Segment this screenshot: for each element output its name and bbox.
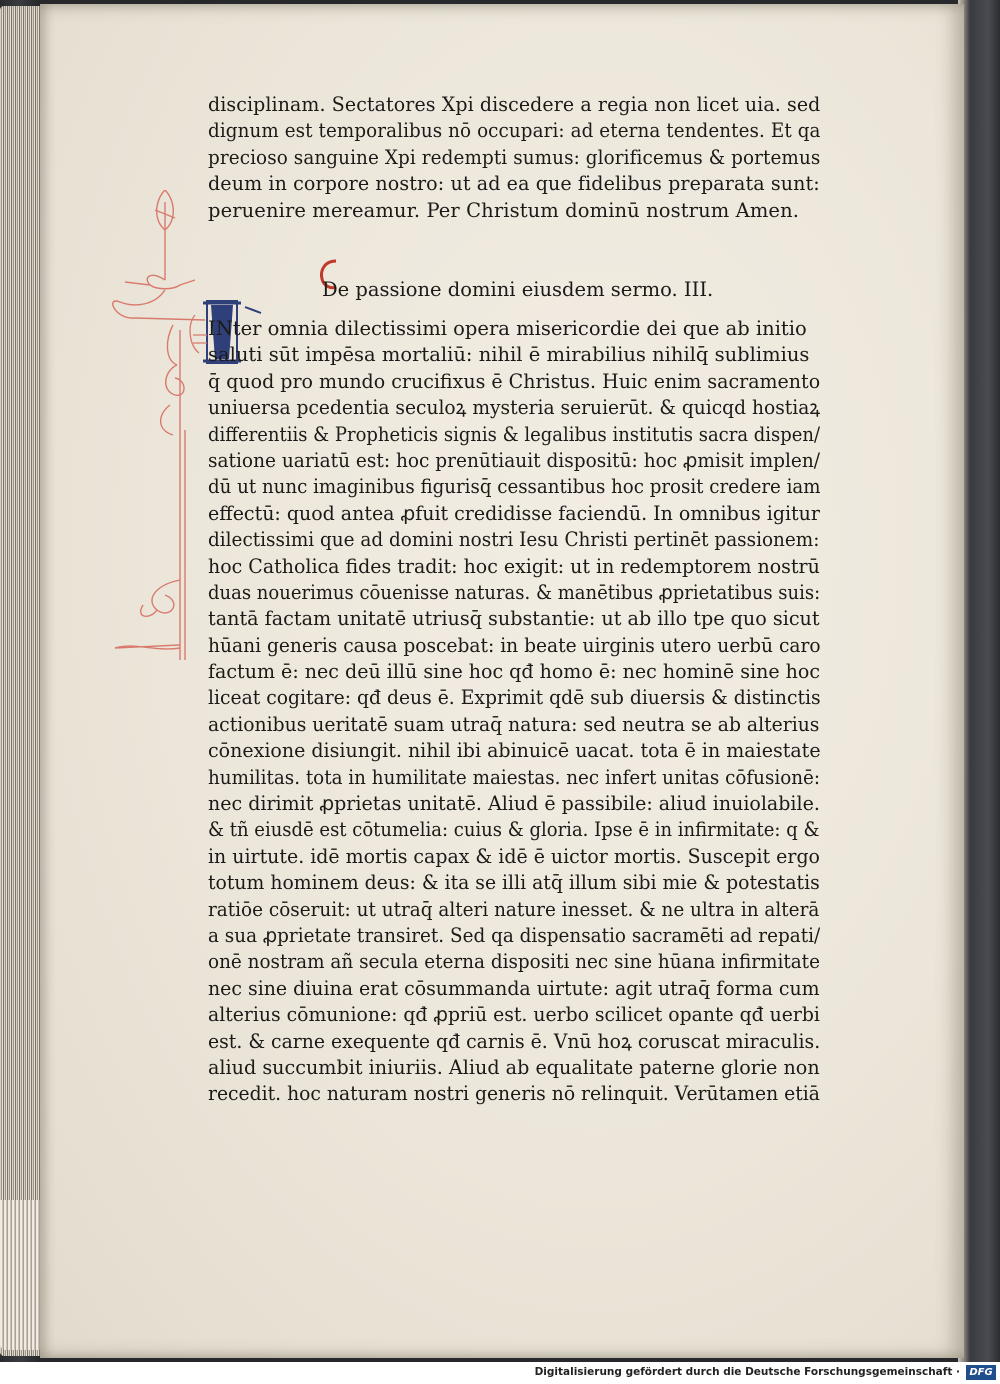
text-line: ratiōe cōseruit: ut utraq̄ alteri nature inesset. & ne ultra in alterā (208, 897, 820, 921)
text-line: differentiis & Propheticis signis & legalibus institutis sacra dispen/ (208, 422, 821, 446)
text-line: actionibus ueritatē suam utraq̄ natura: sed neutra se ab alterius (208, 712, 820, 736)
text-line: cōnexione disiungit. nihil ibi abinuicē uacat. tota ē in maiestate (208, 739, 821, 763)
text-line: dignum est temporalibus nō occupari: ad eterna tendentes. Et qa (208, 119, 821, 143)
text-line: hoc Catholica fides tradit: hoc exigit: ut in redemptorem nostrū (208, 554, 820, 578)
text-line: factum ē: nec deū illū sine hoc qđ homo ē: nec hominē sine hoc (208, 660, 821, 684)
text-line: satione uariatū est: hoc prenūtiauit dispositū: hoc ꝓmisit implen/ (208, 448, 821, 472)
marginal-flourish-decoration (95, 190, 215, 670)
text-line: recedit. hoc naturam nostri generis nō relinquit. Verūtamen etiā (208, 1082, 820, 1106)
text-line: in uirtute. idē mortis capax & idē ē uictor mortis. Suscepit ergo (208, 844, 820, 868)
text-line: liceat cogitare: qđ deus ē. Exprimit qdē sub diuersis & distinctis (208, 686, 821, 710)
text-line: nec sine diuina erat cōsummanda uirtute: agit utraq̄ forma cum (208, 976, 820, 1000)
text-line: & tñ eiusdē est cōtumelia: cuius & gloria. Ipse ē in infirmitate: q & (208, 818, 820, 842)
text-line: humilitas. tota in humilitate maiestas. nec infert unitas cōfusionē: (208, 765, 821, 789)
facing-page-edge (958, 0, 1000, 1362)
text-line: est. & carne exequente qđ carnis ē. Vnū hoꝝ coruscat miraculis. (208, 1029, 821, 1053)
text-line: tantā factam unitatē utriusq̄ substantie: ut ab illo tpe quo sicut (208, 607, 820, 631)
text-line: totum hominem deus: & ita se illi atq̄ illum sibi mie & potestatis (208, 871, 820, 895)
footer-credit: Digitalisierung gefördert durch die Deutsche Forschungsgemeinschaft · (534, 1366, 960, 1378)
sermon-heading: De passione domini eiusdem sermo. III. (322, 278, 714, 301)
text-line: alterius cōmunione: qđ ꝓpriū est. uerbo scilicet opante qđ uerbi (208, 1003, 820, 1027)
text-line: dilectissimi que ad domini nostri Iesu Christi pertinēt passionem: (208, 528, 820, 552)
text-line: onē nostram añ secula eterna dispositi nec sine hūana infirmitate (208, 950, 820, 974)
text-line: saluti sūt impēsa mortaliū: nihil ē mirabilius nihilq̄ sublimius (208, 343, 810, 367)
text-line: hūani generis causa poscebat: in beate uirginis utero uerbū caro (208, 633, 821, 657)
text-line: INter omnia dilectissimi opera misericordie dei que ab initio (208, 317, 807, 340)
text-line: q̄ quod pro mundo crucifixus ē Christus. Huic enim sacramento (208, 369, 821, 393)
text-line: uniuersa pcedentia seculoꝝ mysteria seruierūt. & quicqd hostiaꝝ (208, 396, 821, 420)
text-line: peruenire mereamur. Per Christum dominū nostrum Amen. (208, 198, 800, 222)
text-line: effectū: quod antea ꝓfuit credidisse faciendū. In omnibus igitur (208, 501, 820, 525)
text-line: disciplinam. Sectatores Xpi discedere a regia non licet uia. sed (208, 93, 821, 116)
text-line: precioso sanguine Xpi redempti sumus: glorificemus & portemus (208, 145, 821, 169)
preceding-sermon-ending (208, 92, 828, 224)
text-line: deum in corpore nostro: ut ad ea que fidelibus preparata sunt: (208, 172, 820, 196)
dfg-logo: DFG (966, 1365, 996, 1380)
text-line: dū ut nunc imaginibus figurisq̄ cessantibus hoc prosit credere iam (208, 475, 821, 499)
text-line: duas nouerimus cōuenisse naturas. & manētibus ꝓprietatibus suis: (208, 580, 821, 604)
sermon-body-text (208, 316, 828, 1108)
text-line: nec dirimit ꝓprietas unitatē. Aliud ē passibile: aliud inuiolabile. (208, 792, 820, 816)
text-line: a sua ꝓprietate transiret. Sed qa dispensatio sacramēti ad repati/ (208, 923, 821, 947)
text-line: aliud succumbit iniuriis. Aliud ab equalitate paterne glorie non (208, 1055, 820, 1079)
